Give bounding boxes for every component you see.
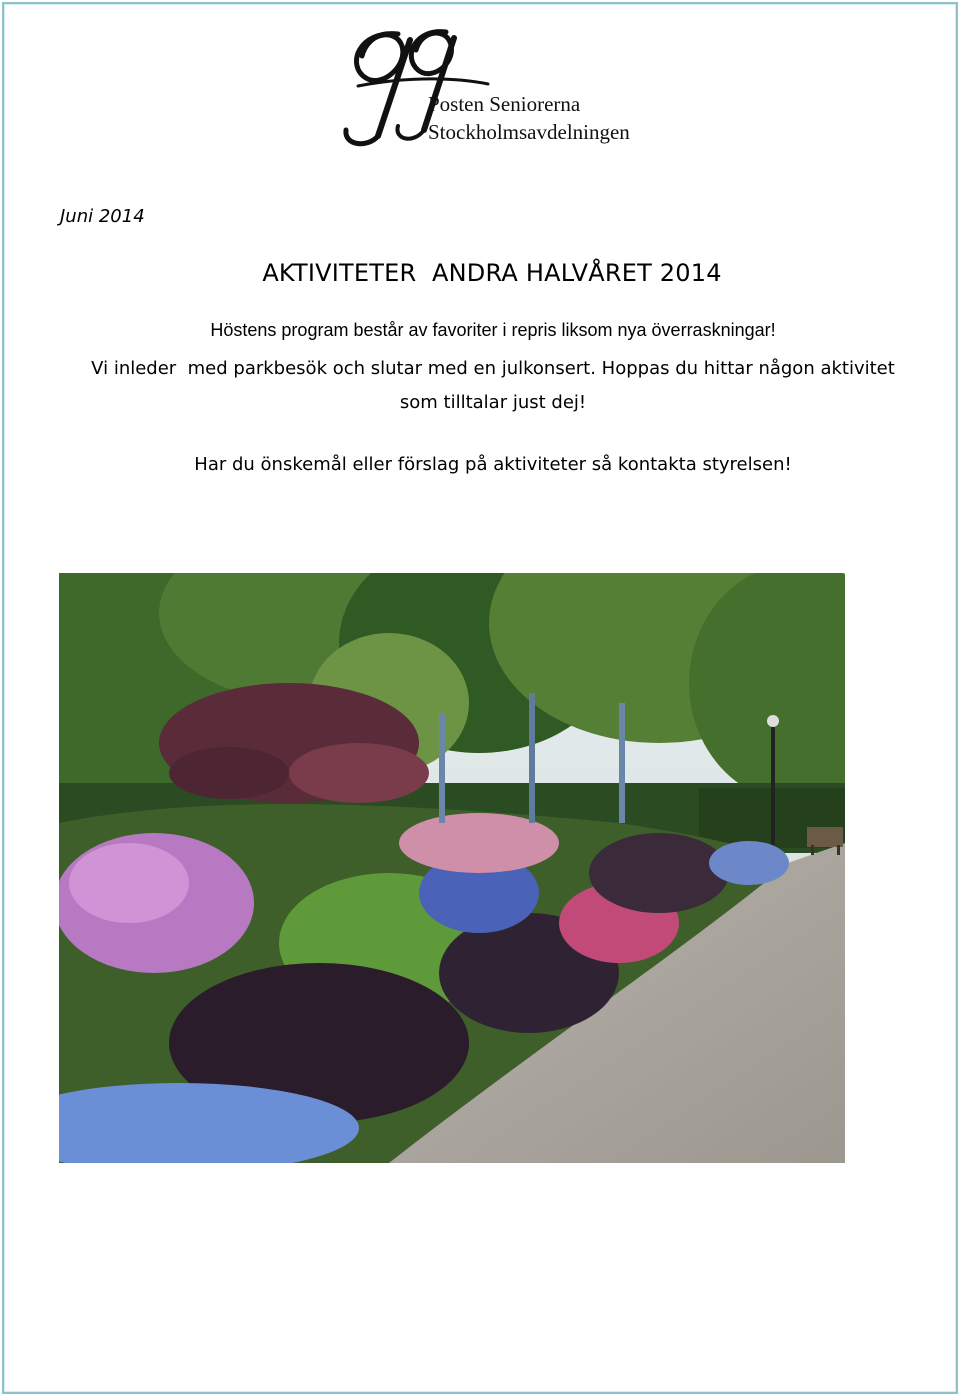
- contact-paragraph: Har du önskemål eller förslag på aktiviteter så kontakta styrelsen!: [194, 454, 792, 475]
- logo-line-1: Posten Seniorerna: [428, 92, 581, 116]
- body-line-2: som tilltalar just dej!: [399, 392, 587, 413]
- intro-paragraph: Höstens program består av favoriter i repris liksom nya överraskningar!: [210, 320, 776, 340]
- page-title-text: AKTIVITETER ANDRA HALVÅRET 2014: [262, 259, 722, 287]
- document-date: Juni 2014: [60, 206, 145, 227]
- body-paragraph: [40, 352, 946, 420]
- flower-border-image: [59, 573, 845, 1163]
- organization-logo: [338, 26, 658, 150]
- body-line-1: Vi inleder med parkbesök och slutar med en julkonsert. Hoppas du hittar någon aktivitet: [91, 358, 895, 379]
- page-title: [0, 259, 960, 287]
- garden-photo: [59, 573, 845, 1163]
- logo-line-2: Stockholmsavdelningen: [428, 120, 630, 144]
